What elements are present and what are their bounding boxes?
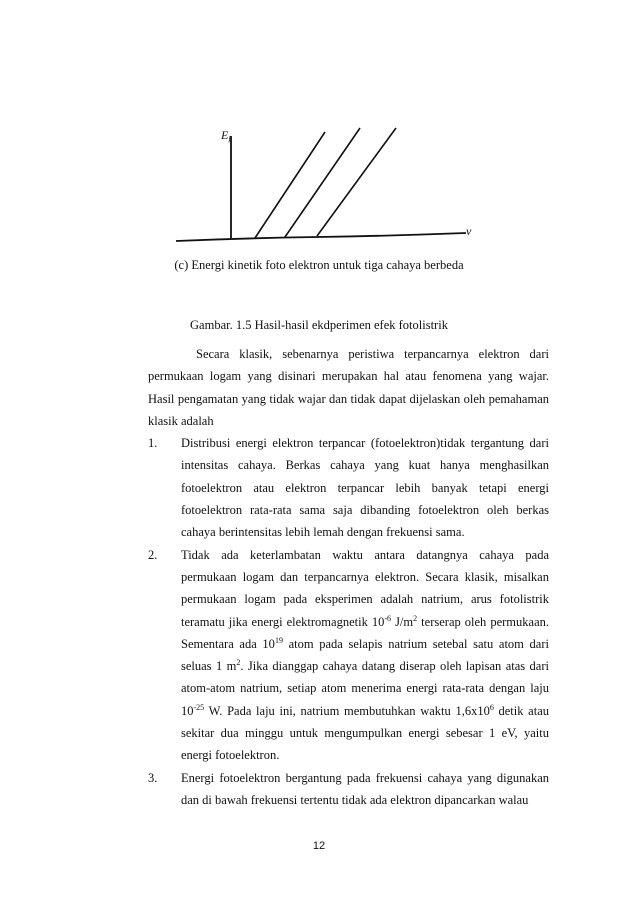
figure-caption: (c) Energi kinetik foto elektron untuk tiga cahaya berbeda bbox=[174, 258, 464, 272]
line-1 bbox=[255, 132, 325, 238]
line-3 bbox=[317, 128, 396, 236]
list-item bbox=[148, 767, 549, 812]
line-2 bbox=[285, 128, 360, 237]
body-text bbox=[148, 343, 549, 811]
list-item-text: Energi fotoelektron bergantung pada frekuensi cahaya yang digunakan dan di bawah frekuensi tertentu tidak ada elektron dipancarkan walau bbox=[181, 770, 549, 807]
graph-svg bbox=[168, 118, 498, 248]
x-axis-label: v bbox=[466, 224, 472, 238]
list-item-text: Distribusi energi elektron terpancar (fotoelektron)tidak tergantung dari intensitas cahaya. Berkas cahaya yang kuat hanya menghasilkan fotoelektron atau elektron terpancar lebih banyak tetapi energi fotoelektron rata-rata sama saja dibanding fotoelektron oleh berkas cahaya berintensitas lebih lemah dengan frekuensi sama. bbox=[181, 436, 549, 540]
y-axis-label: $E_k$ bbox=[221, 128, 232, 145]
list-item-text: Tidak ada keterlambatan waktu antara datangnya cahaya pada permukaan logam dan terpancarnya elektron. Secara klasik, misalkan permukaan logam pada eksperimen adalah natrium, arus fotolistrik teramatu jika energi elektromagnetik $10^{-6}$ $J/m^2$ terserap oleh permukaan. Sementara ada $10^{19}$ atom pada selapis natrium setebal satu atom dari seluas 1 $m^2$. Jika dianggap cahaya datang diserap oleh lapisan atas dari atom-atom natrium, setiap atom menerima energi rata-rata dengan laju $10^{-25}$ W. Pada laju ini, natrium membutuhkan waktu $1,6x10^6$ detik atau sekitar dua minggu untuk mengumpulkan energi sebesar 1 eV, yaitu energi fotoelektron. bbox=[181, 547, 549, 763]
intro-paragraph: Secara klasik, sebenarnya peristiwa terpancarnya elektron dari permukaan logam yang disinari merupakan hal atau fenomena yang wajar. Hasil pengamatan yang tidak wajar dan tidak dapat dijelaskan oleh pemahaman klasik adalah bbox=[148, 347, 549, 428]
list-number: 2. bbox=[148, 547, 158, 562]
x-axis bbox=[176, 233, 466, 241]
figure-title: Gambar. 1.5 Hasil-hasil ekdperimen efek fotolistrik bbox=[190, 318, 448, 332]
list-item bbox=[148, 544, 549, 767]
list-item bbox=[148, 432, 549, 543]
list-number: 1. bbox=[148, 436, 158, 451]
figure-energy-vs-frequency bbox=[168, 118, 498, 248]
list-number: 3. bbox=[148, 770, 158, 785]
page-number: 12 bbox=[312, 840, 326, 852]
